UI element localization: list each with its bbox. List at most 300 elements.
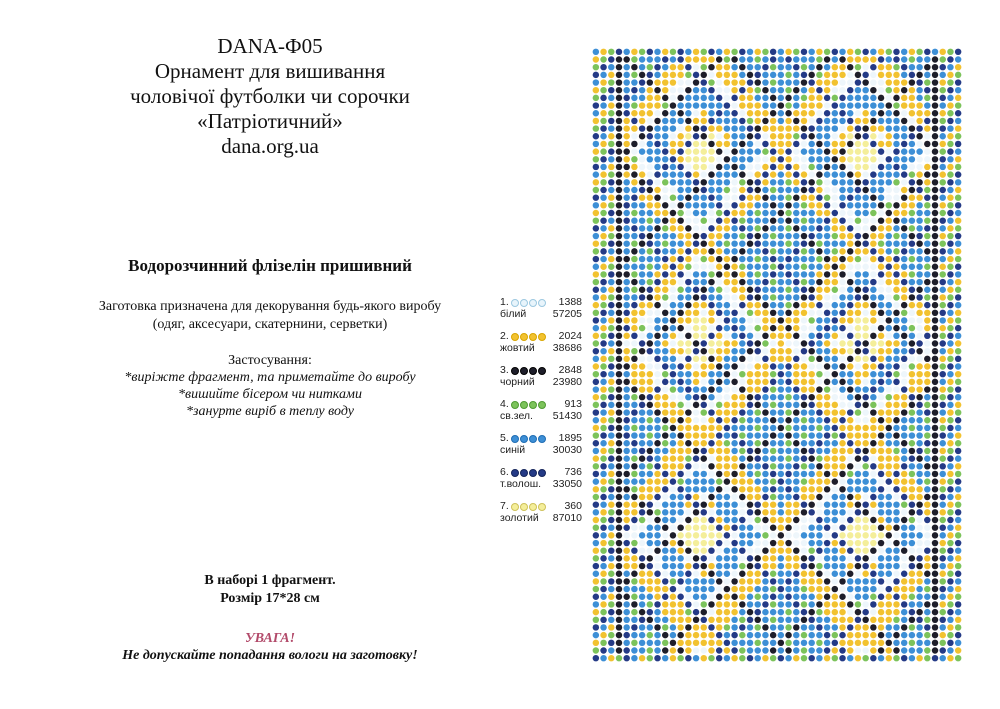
bead: [916, 72, 922, 78]
bead: [616, 287, 622, 293]
bead: [731, 87, 737, 93]
bead: [955, 594, 961, 600]
bead: [670, 264, 676, 270]
bead: [862, 348, 868, 354]
bead: [593, 547, 599, 553]
bead: [639, 563, 645, 569]
bead: [731, 271, 737, 277]
bead: [816, 394, 822, 400]
bead: [801, 141, 807, 147]
bead: [693, 540, 699, 546]
bead: [770, 325, 776, 331]
bead: [631, 110, 637, 116]
bead: [878, 471, 884, 477]
bead: [932, 310, 938, 316]
bead: [878, 356, 884, 362]
bead: [693, 256, 699, 262]
bead: [747, 356, 753, 362]
bead: [701, 110, 707, 116]
bead: [886, 240, 892, 246]
bead: [631, 148, 637, 154]
bead: [870, 547, 876, 553]
bead: [731, 555, 737, 561]
bead: [862, 394, 868, 400]
bead: [701, 325, 707, 331]
bead: [924, 194, 930, 200]
bead: [600, 125, 606, 131]
bead: [847, 217, 853, 223]
bead: [670, 402, 676, 408]
bead: [731, 133, 737, 139]
bead: [801, 501, 807, 507]
bead: [932, 540, 938, 546]
bead: [924, 217, 930, 223]
bead: [685, 647, 691, 653]
bead: [878, 187, 884, 193]
bead: [662, 310, 668, 316]
bead: [947, 501, 953, 507]
bead: [916, 640, 922, 646]
bead: [631, 540, 637, 546]
bead: [785, 171, 791, 177]
bead: [801, 210, 807, 216]
bead: [909, 156, 915, 162]
bead: [932, 87, 938, 93]
bead: [778, 547, 784, 553]
bead: [647, 409, 653, 415]
bead: [839, 125, 845, 131]
bead: [747, 494, 753, 500]
bead: [801, 125, 807, 131]
bead: [808, 202, 814, 208]
bead: [724, 125, 730, 131]
bead: [801, 95, 807, 101]
bead: [893, 624, 899, 630]
bead: [870, 501, 876, 507]
bead: [901, 233, 907, 239]
bead: [608, 164, 614, 170]
bead: [932, 340, 938, 346]
bead: [824, 102, 830, 108]
bead: [785, 56, 791, 62]
bead: [932, 386, 938, 392]
bead: [770, 287, 776, 293]
bead: [701, 594, 707, 600]
bead: [670, 271, 676, 277]
bead: [608, 517, 614, 523]
bead: [724, 217, 730, 223]
bead: [816, 501, 822, 507]
bead: [639, 455, 645, 461]
bead: [939, 72, 945, 78]
bead: [708, 478, 714, 484]
bead: [886, 402, 892, 408]
bead: [616, 448, 622, 454]
bead: [932, 501, 938, 507]
bead: [716, 233, 722, 239]
bead: [947, 340, 953, 346]
bead: [947, 156, 953, 162]
bead: [631, 164, 637, 170]
bead: [793, 563, 799, 569]
bead: [701, 202, 707, 208]
bead: [839, 417, 845, 423]
bead: [839, 264, 845, 270]
bead: [893, 202, 899, 208]
bead: [639, 49, 645, 55]
bead: [770, 56, 776, 62]
bead: [716, 210, 722, 216]
bead: [801, 647, 807, 653]
bead: [886, 440, 892, 446]
bead: [685, 348, 691, 354]
bead: [716, 532, 722, 538]
bead: [670, 371, 676, 377]
bead: [608, 402, 614, 408]
bead: [693, 79, 699, 85]
bead: [662, 248, 668, 254]
bead: [816, 655, 822, 661]
bead: [600, 333, 606, 339]
bead: [855, 87, 861, 93]
bead: [701, 141, 707, 147]
bead: [639, 72, 645, 78]
bead: [947, 148, 953, 154]
bead: [839, 333, 845, 339]
bead: [816, 448, 822, 454]
bead: [762, 340, 768, 346]
bead: [785, 310, 791, 316]
bead: [654, 478, 660, 484]
bead: [654, 302, 660, 308]
usage-step-1: *виріжте фрагмент, та приметайте до виробу: [124, 370, 416, 385]
bead: [832, 394, 838, 400]
bead: [670, 125, 676, 131]
bead: [670, 425, 676, 431]
bead: [670, 601, 676, 607]
bead: [909, 133, 915, 139]
bead: [839, 386, 845, 392]
bead: [754, 425, 760, 431]
bead: [654, 202, 660, 208]
bead: [670, 586, 676, 592]
bead: [770, 356, 776, 362]
bead: [623, 248, 629, 254]
bead: [924, 409, 930, 415]
bead: [778, 440, 784, 446]
bead: [654, 386, 660, 392]
bead: [862, 509, 868, 515]
bead: [870, 294, 876, 300]
bead: [901, 409, 907, 415]
bead: [701, 171, 707, 177]
bead: [716, 164, 722, 170]
bead: [955, 402, 961, 408]
bead: [870, 640, 876, 646]
bead: [724, 501, 730, 507]
bead: [916, 95, 922, 101]
bead: [716, 379, 722, 385]
bead: [716, 540, 722, 546]
bead: [754, 233, 760, 239]
bead: [623, 110, 629, 116]
bead: [731, 609, 737, 615]
bead: [600, 624, 606, 630]
bead: [662, 371, 668, 377]
bead: [670, 555, 676, 561]
bead: [886, 279, 892, 285]
bead: [708, 325, 714, 331]
bead: [608, 540, 614, 546]
bead: [878, 494, 884, 500]
bead: [778, 248, 784, 254]
bead: [677, 287, 683, 293]
bead: [947, 647, 953, 653]
bead: [855, 256, 861, 262]
bead: [816, 49, 822, 55]
bead: [639, 586, 645, 592]
bead: [862, 125, 868, 131]
bead: [762, 102, 768, 108]
bead: [716, 148, 722, 154]
bead: [647, 102, 653, 108]
bead: [832, 417, 838, 423]
bead: [639, 594, 645, 600]
bead: [862, 210, 868, 216]
bead: [801, 417, 807, 423]
bead: [608, 310, 614, 316]
bead: [801, 363, 807, 369]
bead: [939, 509, 945, 515]
bead: [785, 601, 791, 607]
bead: [608, 287, 614, 293]
bead: [901, 210, 907, 216]
bead: [862, 187, 868, 193]
bead: [693, 133, 699, 139]
bead: [909, 409, 915, 415]
bead: [955, 225, 961, 231]
bead: [731, 471, 737, 477]
bead: [932, 210, 938, 216]
bead: [593, 148, 599, 154]
bead: [870, 118, 876, 124]
bead: [647, 79, 653, 85]
bead: [593, 509, 599, 515]
bead: [878, 417, 884, 423]
bead: [801, 171, 807, 177]
bead: [631, 56, 637, 62]
bead: [593, 287, 599, 293]
bead: [731, 179, 737, 185]
bead: [955, 632, 961, 638]
bead: [832, 455, 838, 461]
bead: [701, 256, 707, 262]
bead: [916, 187, 922, 193]
bead: [862, 425, 868, 431]
bead: [801, 72, 807, 78]
bead: [801, 655, 807, 661]
bead: [623, 371, 629, 377]
bead: [916, 102, 922, 108]
bead: [886, 248, 892, 254]
bead: [677, 225, 683, 231]
bead: [855, 432, 861, 438]
bead: [832, 225, 838, 231]
bead: [754, 333, 760, 339]
bead: [801, 348, 807, 354]
bead: [708, 586, 714, 592]
bead: [747, 79, 753, 85]
bead: [693, 317, 699, 323]
bead: [932, 302, 938, 308]
bead: [631, 471, 637, 477]
bead: [816, 478, 822, 484]
bead: [916, 302, 922, 308]
bead: [754, 578, 760, 584]
bead: [747, 125, 753, 131]
bead: [623, 524, 629, 530]
usage-title: Застосування:: [228, 353, 312, 368]
bead: [870, 524, 876, 530]
bead: [747, 501, 753, 507]
bead: [855, 417, 861, 423]
bead: [670, 87, 676, 93]
bead: [654, 563, 660, 569]
bead: [924, 455, 930, 461]
bead: [631, 455, 637, 461]
bead: [739, 141, 745, 147]
bead: [916, 571, 922, 577]
bead: [616, 310, 622, 316]
bead: [855, 294, 861, 300]
bead: [824, 471, 830, 477]
bead: [862, 547, 868, 553]
bead: [608, 333, 614, 339]
bead: [824, 179, 830, 185]
bead: [924, 609, 930, 615]
bead: [901, 571, 907, 577]
bead: [855, 617, 861, 623]
bead: [739, 333, 745, 339]
bead: [808, 79, 814, 85]
bead: [932, 72, 938, 78]
bead: [901, 578, 907, 584]
bead: [670, 617, 676, 623]
bead: [870, 72, 876, 78]
bead: [893, 56, 899, 62]
bead: [639, 402, 645, 408]
bead: [932, 586, 938, 592]
bead: [832, 179, 838, 185]
bead: [932, 394, 938, 400]
bead: [616, 402, 622, 408]
bead: [762, 171, 768, 177]
bead: [816, 72, 822, 78]
bead: [708, 148, 714, 154]
bead: [731, 478, 737, 484]
bead: [600, 563, 606, 569]
bead: [801, 494, 807, 500]
bead: [593, 624, 599, 630]
bead: [639, 194, 645, 200]
bead: [909, 264, 915, 270]
bead: [878, 563, 884, 569]
bead: [839, 478, 845, 484]
bead: [623, 563, 629, 569]
bead: [793, 425, 799, 431]
legend-code-primary: 736: [564, 466, 582, 478]
bead: [639, 187, 645, 193]
bead: [716, 141, 722, 147]
bead: [816, 463, 822, 469]
bead: [893, 49, 899, 55]
bead: [939, 271, 945, 277]
bead: [778, 156, 784, 162]
bead: [754, 141, 760, 147]
bead: [801, 256, 807, 262]
bead: [762, 294, 768, 300]
bead: [862, 501, 868, 507]
bead: [685, 217, 691, 223]
bead: [886, 448, 892, 454]
bead: [731, 394, 737, 400]
bead: [647, 325, 653, 331]
bead: [600, 171, 606, 177]
bead: [947, 640, 953, 646]
bead: [778, 609, 784, 615]
bead: [623, 95, 629, 101]
bead: [739, 79, 745, 85]
bead: [824, 271, 830, 277]
bead: [647, 617, 653, 623]
bead: [855, 102, 861, 108]
bead: [878, 64, 884, 70]
bead: [662, 632, 668, 638]
bead: [762, 501, 768, 507]
bead: [932, 517, 938, 523]
bead: [685, 655, 691, 661]
bead: [593, 333, 599, 339]
bead: [955, 394, 961, 400]
bead: [878, 72, 884, 78]
bead: [724, 517, 730, 523]
bead: [724, 340, 730, 346]
bead: [893, 264, 899, 270]
bead: [623, 532, 629, 538]
bead: [662, 279, 668, 285]
bead: [939, 594, 945, 600]
bead: [762, 225, 768, 231]
bead: [955, 317, 961, 323]
bead: [654, 271, 660, 277]
bead: [855, 187, 861, 193]
bead: [824, 655, 830, 661]
bead: [932, 594, 938, 600]
bead: [631, 409, 637, 415]
bead: [793, 632, 799, 638]
bead: [623, 655, 629, 661]
bead: [808, 524, 814, 530]
bead: [816, 317, 822, 323]
bead: [677, 586, 683, 592]
bead: [824, 187, 830, 193]
bead: [716, 125, 722, 131]
bead: [616, 432, 622, 438]
bead: [701, 317, 707, 323]
bead: [847, 609, 853, 615]
bead: [816, 647, 822, 653]
bead: [893, 110, 899, 116]
